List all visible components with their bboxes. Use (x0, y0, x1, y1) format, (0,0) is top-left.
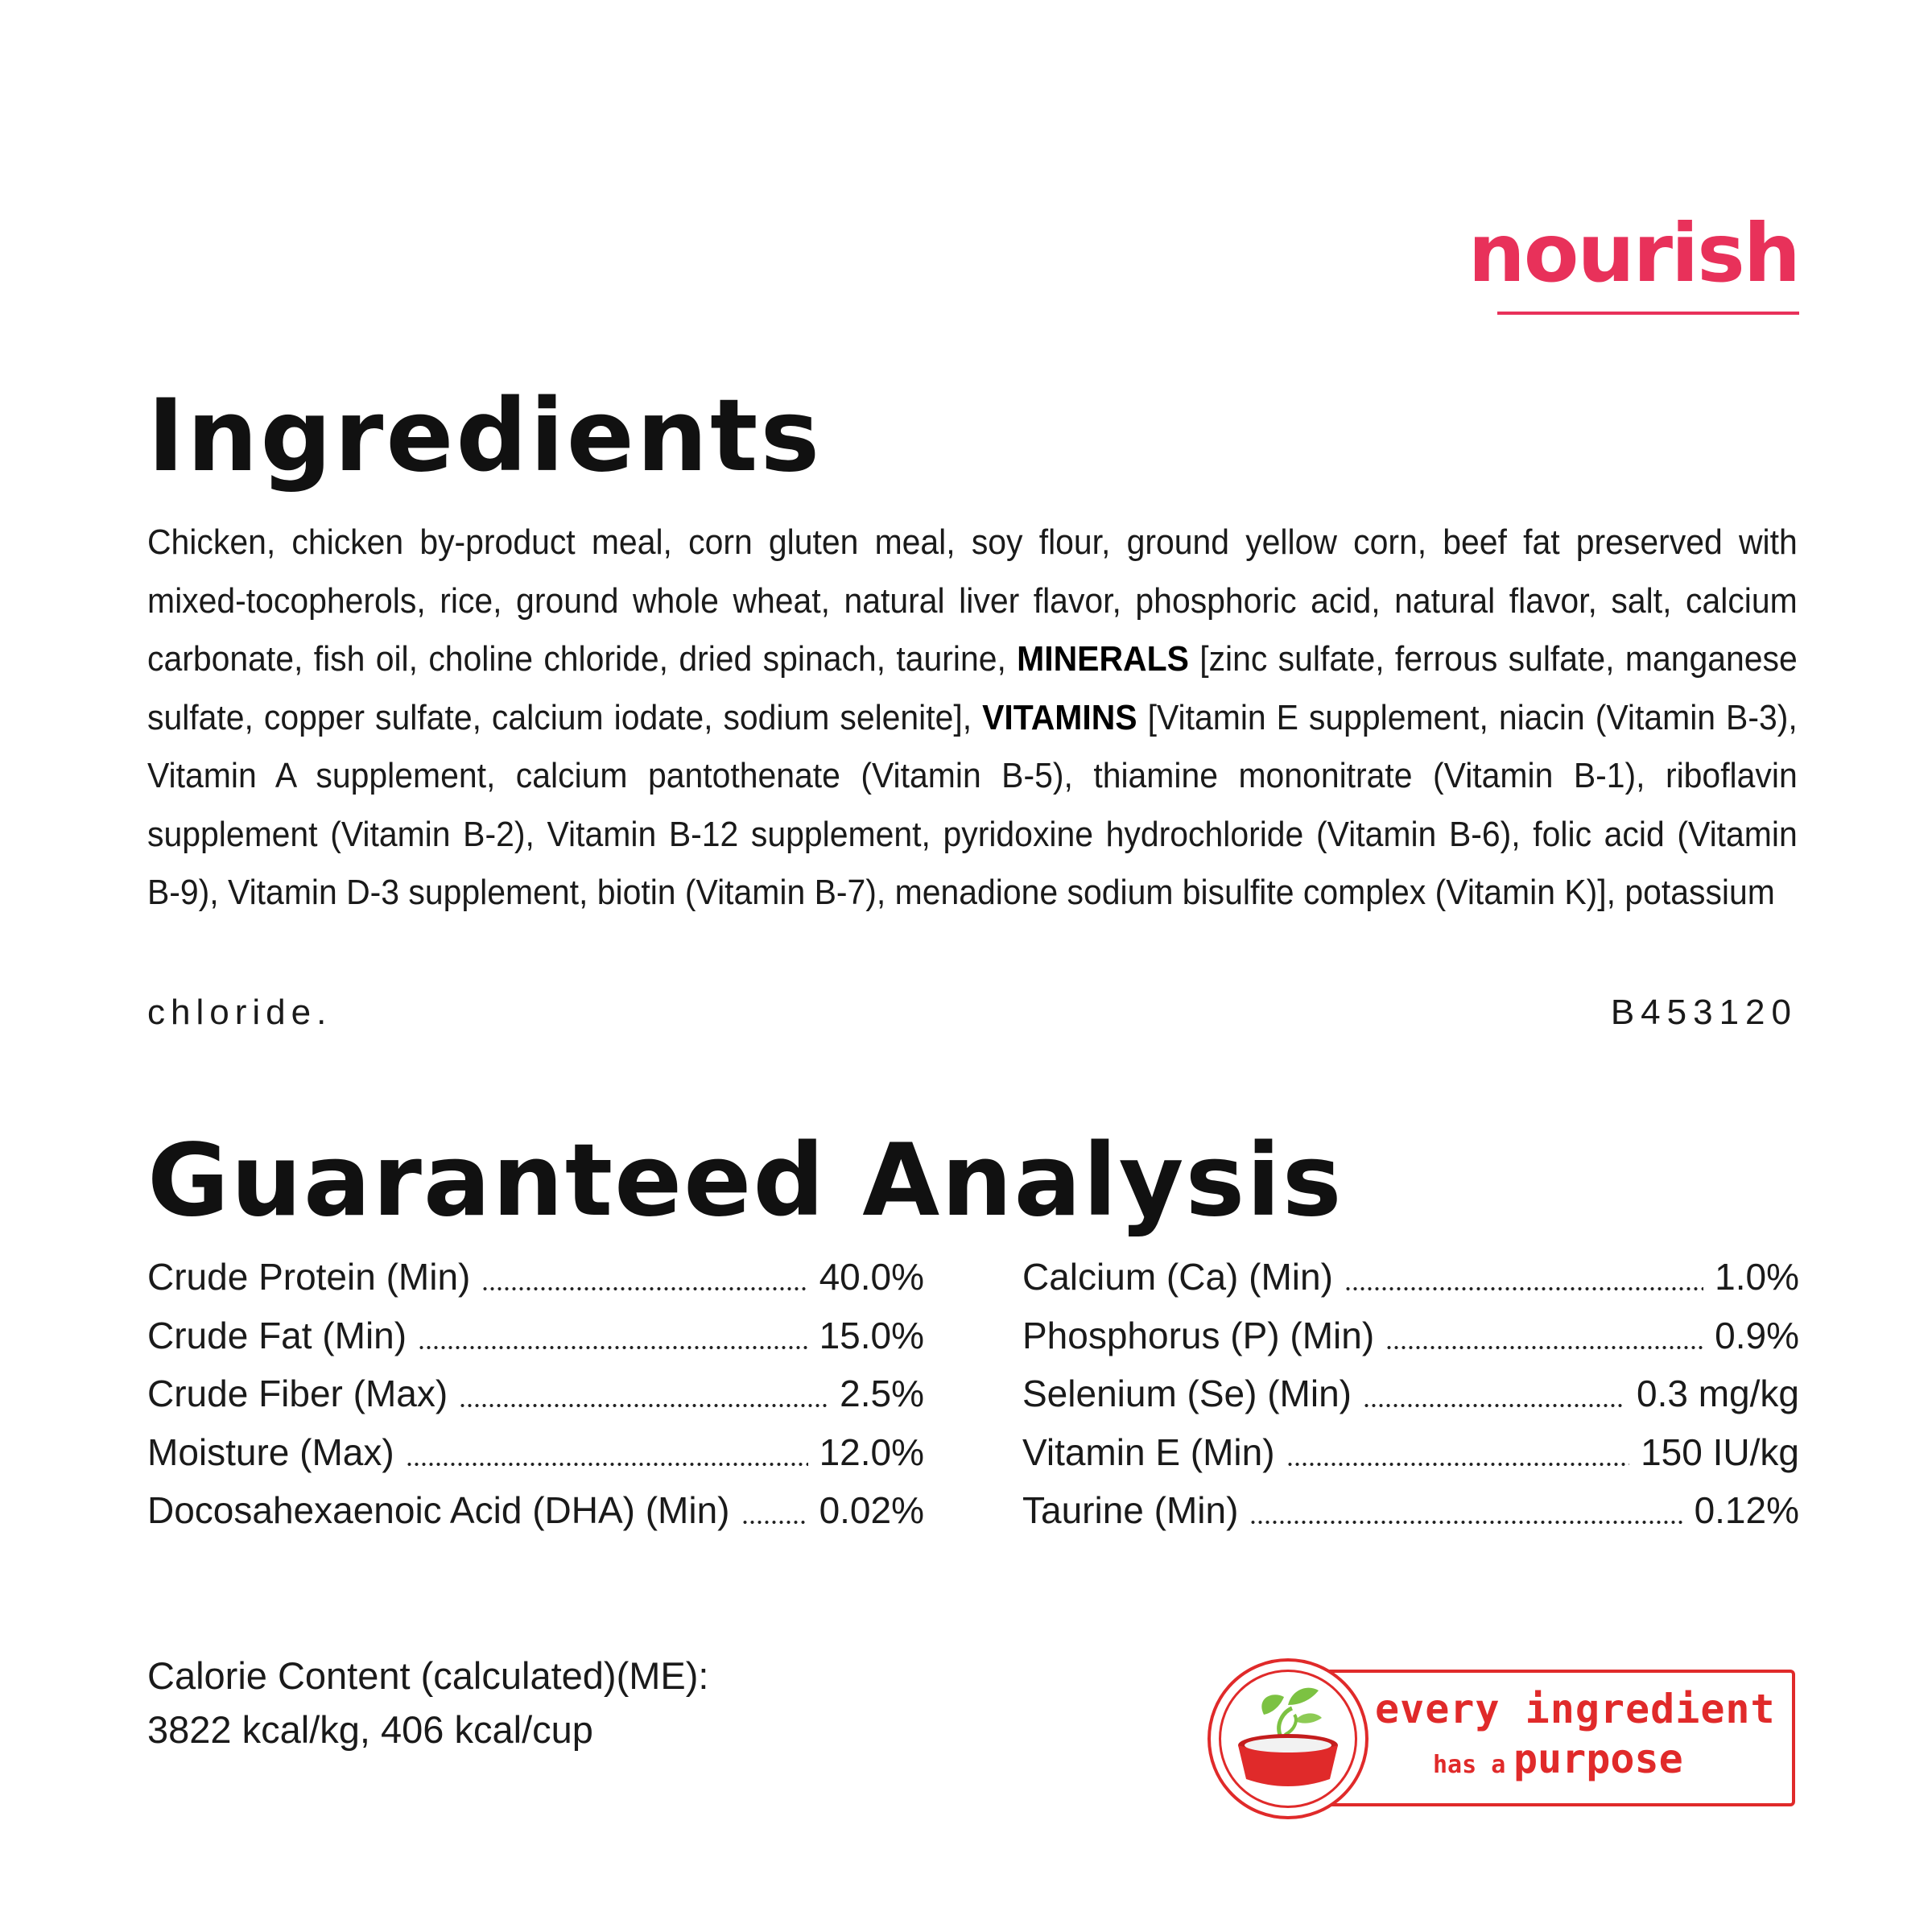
analysis-value: 12.0% (819, 1430, 924, 1473)
analysis-label: Selenium (Se) (Min) (1022, 1373, 1352, 1414)
analysis-value: 0.02% (819, 1489, 924, 1531)
dot-leader (459, 1403, 828, 1408)
minerals-label: MINERALS (1017, 639, 1189, 679)
analysis-label: Calcium (Ca) (Min) (1022, 1256, 1333, 1298)
analysis-label: Crude Fiber (Max) (147, 1373, 448, 1414)
dot-leader (406, 1462, 808, 1467)
analysis-value: 40.0% (819, 1256, 924, 1298)
analysis-value: 150 IU/kg (1641, 1430, 1799, 1473)
ingredients-text-part2: [zinc sulfate, ferrous sulfate, manganese sulfate, copper sulfate, calcium iodate, sodium selenite], (147, 639, 1798, 737)
vitamins-label: VITAMINS (982, 697, 1137, 737)
analysis-label: Phosphorus (P) (Min) (1022, 1314, 1375, 1356)
analysis-row (147, 1364, 924, 1423)
badge-circle (1208, 1658, 1368, 1819)
analysis-row (1022, 1364, 1799, 1423)
analysis-label: Moisture (Max) (147, 1430, 394, 1473)
analysis-row (147, 1423, 924, 1482)
ingredients-title: Ingredients (147, 378, 823, 494)
badge-line2-big: purpose (1513, 1736, 1683, 1782)
analysis-row (147, 1248, 924, 1307)
dot-leader (1344, 1286, 1703, 1291)
analysis-row (1022, 1481, 1799, 1540)
purpose-badge (1208, 1658, 1803, 1819)
dot-leader (741, 1520, 808, 1525)
analysis-value: 0.3 mg/kg (1637, 1373, 1799, 1414)
analysis-label: Taurine (Min) (1022, 1489, 1239, 1531)
analysis-row (147, 1307, 924, 1365)
badge-line2 (1433, 1736, 1683, 1782)
analysis-label: Crude Protein (Min) (147, 1256, 471, 1298)
analysis-value: 2.5% (840, 1373, 924, 1414)
analysis-label: Docosahexaenoic Acid (DHA) (Min) (147, 1489, 730, 1531)
calorie-label: Calorie Content (calculated)(ME): (147, 1654, 709, 1697)
analysis-row (147, 1481, 924, 1540)
analysis-row (1022, 1248, 1799, 1307)
calorie-value: 3822 kcal/kg, 406 kcal/cup (147, 1708, 593, 1751)
brand-name: nourish (1468, 206, 1799, 300)
analysis-row (1022, 1307, 1799, 1365)
ingredients-end-row (147, 984, 1798, 1042)
dot-leader (1363, 1403, 1625, 1408)
lot-code: B453120 (1610, 993, 1798, 1032)
analysis-value: 15.0% (819, 1314, 924, 1356)
analysis-value: 0.9% (1715, 1314, 1799, 1356)
analysis-value: 0.12% (1694, 1489, 1799, 1531)
calorie-content (147, 1649, 708, 1757)
badge-line1: every ingredient (1375, 1686, 1776, 1732)
dot-leader (1286, 1462, 1630, 1467)
analysis-row (1022, 1423, 1799, 1482)
analysis-value: 1.0% (1715, 1256, 1799, 1298)
dot-leader (481, 1286, 807, 1291)
ingredients-last-word: chloride. (147, 993, 332, 1032)
ingredients-text (147, 514, 1798, 923)
brand-logo (1468, 206, 1799, 315)
analysis-left-column (147, 1248, 924, 1540)
ingredients-text-part1: Chicken, chicken by-product meal, corn gluten meal, soy flour, ground yellow corn, beef fat preserved with mixed-tocopherols, rice, ground whole wheat, natural liver flavor, phosphoric acid, natural flavor, salt, calcium carbonate, fish oil, choline chloride, dried spinach, taurine, (147, 522, 1798, 679)
badge-line2-small: has a (1433, 1751, 1506, 1779)
analysis-right-column (1022, 1248, 1799, 1540)
analysis-title: Guaranteed Analysis (147, 1123, 1344, 1239)
analysis-label: Crude Fat (Min) (147, 1314, 407, 1356)
dot-leader (418, 1345, 807, 1350)
analysis-label: Vitamin E (Min) (1022, 1430, 1275, 1473)
dot-leader (1249, 1520, 1682, 1525)
food-bowl-icon (1208, 1658, 1368, 1819)
dot-leader (1385, 1345, 1703, 1350)
brand-underline (1497, 312, 1799, 315)
ingredients-text-part3: [Vitamin E supplement, niacin (Vitamin B-3), Vitamin A supplement, calcium pantothenate (Vitamin B-5), thiamine mononitrate (Vitamin B-1), riboflavin supplement (Vitamin B-2), Vitamin B-12 supplement, pyridoxine hydrochloride (Vitamin B-6), folic acid (Vitamin B-9), Vitamin D-3 supplement, biotin (Vitamin B-7), menadione sodium bisulfite complex (Vitamin K)], potassium (147, 697, 1798, 912)
